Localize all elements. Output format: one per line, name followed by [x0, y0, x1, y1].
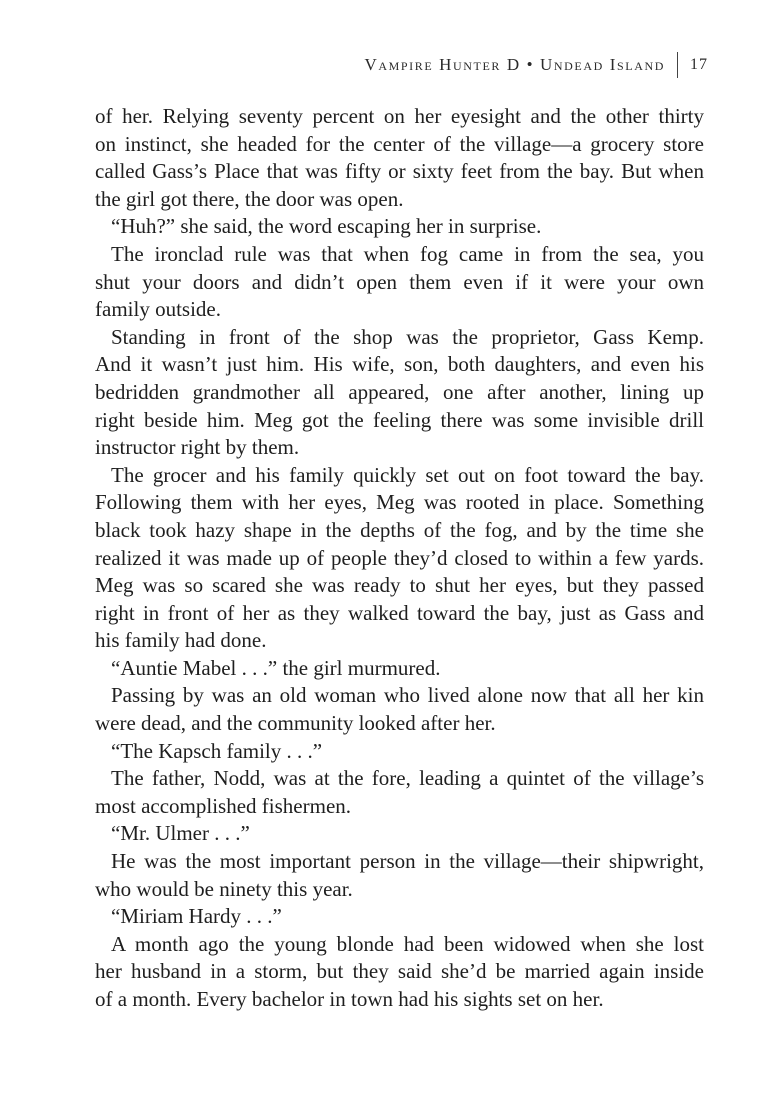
text-line: Standing in front of the shop was the proprietor, Gass Kemp. — [111, 324, 704, 349]
text-line: called Gass’s Place that was fifty or sixty feet from the bay. But when — [95, 159, 704, 184]
text-line: Meg was so scared she was ready to shut her eyes, but they passed — [95, 573, 704, 598]
running-head — [364, 52, 708, 78]
text-line: of a month. Every bachelor in town had his sights set on her. — [95, 987, 604, 1011]
text-line: Following them with her eyes, Meg was rooted in place. Something — [95, 490, 704, 515]
text-line: of her. Relying seventy percent on her eyesight and the other thirty — [95, 104, 704, 128]
text-line: bedridden grandmother all appeared, one after another, lining up — [95, 379, 704, 404]
text-line: “The Kapsch family . . .” — [111, 738, 323, 763]
text-line: And it wasn’t just him. His wife, son, both daughters, and even his — [95, 352, 704, 377]
header-divider — [677, 52, 678, 78]
text-line: realized it was made up of people they’d closed to within a few yards. — [95, 545, 704, 570]
page-number: 17 — [690, 56, 708, 73]
text-line: “Auntie Mabel . . .” the girl murmured. — [111, 655, 441, 680]
text-line: black took hazy shape in the depths of the fog, and by the time she — [95, 517, 704, 542]
text-line: The father, Nodd, was at the fore, leading a quintet of the village’s — [111, 766, 704, 791]
text-line: his family had done. — [95, 628, 267, 653]
text-line: who would be ninety this year. — [95, 876, 353, 901]
text-line: right in front of her as they walked toward the bay, just as Gass and — [95, 600, 704, 625]
text-line: on instinct, she headed for the center of the village—a grocery store — [95, 131, 704, 156]
text-line: “Huh?” she said, the word escaping her in surprise. — [111, 214, 542, 239]
text-line: “Miriam Hardy . . .” — [111, 904, 282, 929]
text-line: her husband in a storm, but they said she’d be married again inside — [95, 959, 704, 984]
text-line: The ironclad rule was that when fog came in from the sea, you — [111, 241, 704, 266]
book-title: Vampire Hunter D • Undead Island — [364, 55, 665, 74]
text-line: He was the most important person in the village—their shipwright, — [111, 849, 704, 874]
text-line: the girl got there, the door was open. — [95, 186, 404, 211]
text-line: A month ago the young blonde had been widowed when she lost — [111, 931, 704, 956]
text-line: right beside him. Meg got the feeling there was some invisible drill — [95, 407, 704, 432]
text-line: instructor right by them. — [95, 435, 300, 460]
text-line: The grocer and his family quickly set out on foot toward the bay. — [111, 462, 704, 487]
body-text — [95, 103, 704, 1014]
text-line: family outside. — [95, 297, 221, 322]
text-line: “Mr. Ulmer . . .” — [111, 821, 250, 846]
text-line: Passing by was an old woman who lived alone now that all her kin — [111, 683, 704, 708]
text-line: were dead, and the community looked after her. — [95, 711, 496, 736]
text-line: shut your doors and didn’t open them even if it were your own — [95, 269, 704, 294]
text-line: most accomplished fishermen. — [95, 793, 352, 818]
